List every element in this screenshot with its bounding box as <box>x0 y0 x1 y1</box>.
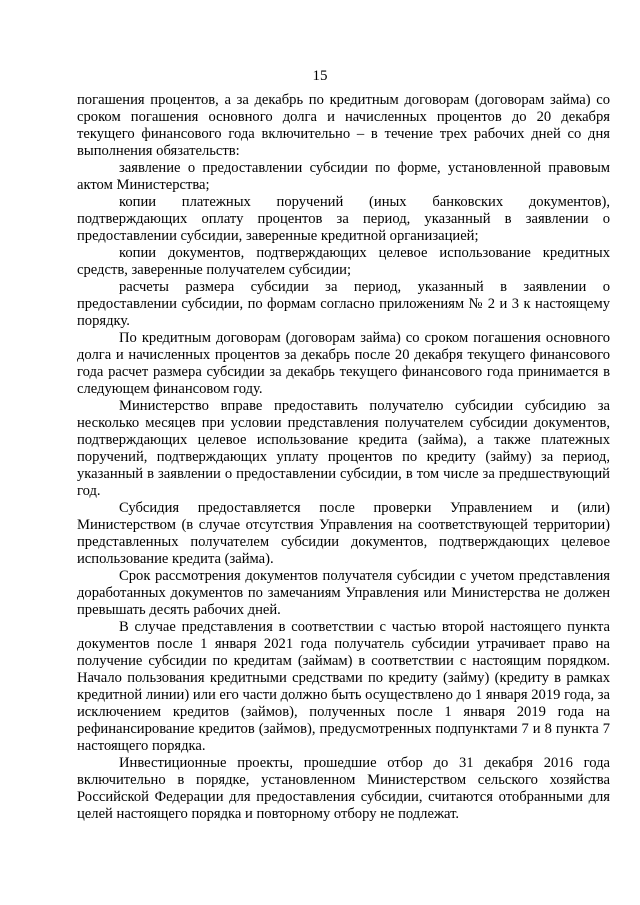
paragraph-investment-projects: Инвестиционные проекты, прошедшие отбор до 31 декабря 2016 года включительно в порядке, установленном Министерством сельского хозяйства Российской Федерации для предоставления субсидии, считаются отобранными для целей настоящего порядка и повторному отбору не подлежат. <box>77 755 610 822</box>
paragraph-calculations: расчеты размера субсидии за период, указанный в заявлении о предоставлении субсидии, по формам согласно приложениям № 2 и 3 к настоящему порядку. <box>77 279 610 329</box>
paragraph-application: заявление о предоставлении субсидии по форме, установленной правовым актом Министерства; <box>77 160 610 193</box>
paragraph-usage-documents: копии документов, подтверждающих целевое использование кредитных средств, заверенные получателем субсидии; <box>77 245 610 278</box>
paragraph-december-loans: По кредитным договорам (договорам займа) со сроком погашения основного долга и начисленных процентов за декабрь после 20 декабря текущего финансового года расчет размера субсидии за декабрь текущего финансового года принимается в следующем финансовом году. <box>77 330 610 397</box>
paragraph-payment-orders: копии платежных поручений (иных банковских документов), подтверждающих оплату процентов за период, указанный в заявлении о предоставлении субсидии, заверенные кредитной организацией; <box>77 194 610 244</box>
paragraph-review-term: Срок рассмотрения документов получателя субсидии с учетом представления доработанных документов по замечаниям Управления или Министерства не должен превышать десять рабочих дней. <box>77 568 610 618</box>
paragraph-deadline-2021: В случае представления в соответствии с частью второй настоящего пункта документов после 1 января 2021 года получатель субсидии утрачивает право на получение субсидии по кредитам (займам) в соответствии с настоящим порядком. Начало пользования кредитными средствами по кредиту (займу) (кредиту в рамках кредитной линии) или его части должно быть осуществлено до 1 января 2019 года, за исключением кредитов (займов), полученных после 1 января 2019 года на рефинансирование кредитов (займов), предусмотренных подпунктами 7 и 8 пункта 7 настоящего порядка. <box>77 619 611 754</box>
paragraph-subsidy-check: Субсидия предоставляется после проверки Управлением и (или) Министерством (в случае отсутствия Управления на соответствующей территории) представленных получателем субсидии документов, подтверждающих целевое использование кредита (займа). <box>77 500 610 567</box>
paragraph-continuation: погашения процентов, а за декабрь по кредитным договорам (договорам займа) со сроком погашения основного долга и начисленных процентов до 20 декабря текущего финансового года включительно – в течение трех рабочих дней со дня выполнения обязательств: <box>77 92 610 159</box>
document-body <box>77 92 610 823</box>
paragraph-ministry-rights: Министерство вправе предоставить получателю субсидии субсидию за несколько месяцев при условии представления получателем субсидии документов, подтверждающих целевое использование кредита (займа), а также платежных поручений, подтверждающих уплату процентов по кредиту (займу) за период, указанный в заявлении о предоставлении субсидии, в том числе за предшествующий год. <box>77 398 610 499</box>
page-number: 15 <box>312 68 328 84</box>
